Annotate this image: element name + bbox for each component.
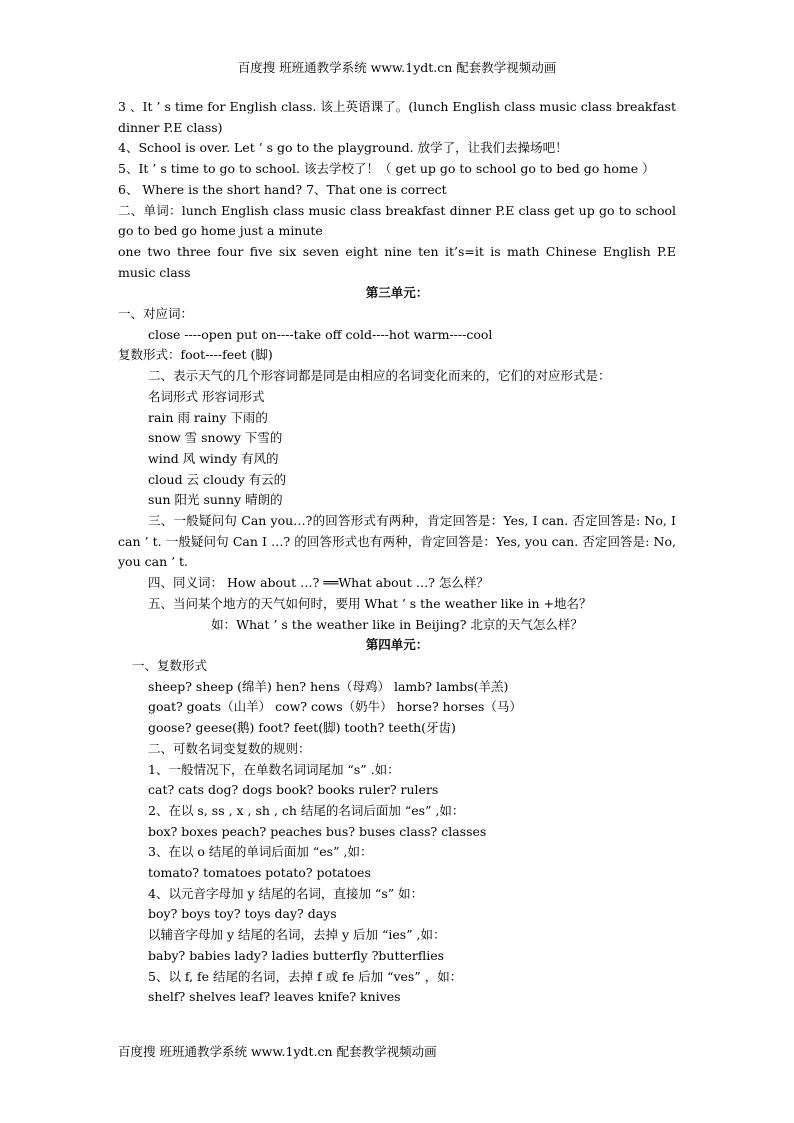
text-line: tomato? tomatoes potato? potatoes xyxy=(148,865,371,881)
text-line: boy? boys toy? toys day? days xyxy=(148,906,337,922)
text-line: close ----open put on----take off cold----hot warm----cool xyxy=(148,326,493,342)
text-line: 4、School is over. Let ’ s go to the playground. 放学了，让我们去操场吧！ xyxy=(118,140,568,156)
text-line: 1、一般情况下，在单数名词词尾加 “s” .如： xyxy=(148,761,400,777)
text-line: baby? babies lady? ladies butterfly ?butterflies xyxy=(148,947,445,963)
text-line: cloud 云 cloudy 有云的 xyxy=(148,471,287,487)
text-line: 二、表示天气的几个形容词都是同是由相应的名词变化而来的，它们的对应形式是： xyxy=(148,368,611,384)
text-line: one two three four five six seven eight nine ten it’s=it is math Chinese English P.E music class xyxy=(118,243,676,280)
text-line: 4、以元音字母加 y 结尾的名词，直接加 “s” 如： xyxy=(148,885,424,901)
text-line: 如：What ’ s the weather like in Beijing? 北京的天气怎么样？ xyxy=(211,616,583,632)
text-line: wind 风 windy 有风的 xyxy=(148,450,279,466)
text-line: 6、 Where is the short hand? 7、That one is correct xyxy=(118,181,447,197)
text-line: 5、以 f, fe 结尾的名词，去掉 f 或 fe 后加 “ves” ，如： xyxy=(148,968,463,984)
text-line: goat? goats（山羊） cow? cows（奶牛） horse? horses（马） xyxy=(148,699,522,715)
text-line: goose? geese(鹅) foot? feet(脚) tooth? teeth(牙齿) xyxy=(148,720,456,736)
document-body xyxy=(118,97,676,1008)
text-line: cat? cats dog? dogs book? books ruler? rulers xyxy=(148,782,439,798)
text-line: rain 雨 rainy 下雨的 xyxy=(148,409,268,425)
text-line: 2、在以 s, ss , x , sh , ch 结尾的名词后面加 “es” ,如： xyxy=(148,802,465,818)
text-line: 3、在以 o 结尾的单词后面加 “es” ,如： xyxy=(148,844,373,860)
text-line: snow 雪 snowy 下雪的 xyxy=(148,430,283,446)
section-heading: 第四单元： xyxy=(365,637,429,653)
text-line: 以辅音字母加 y 结尾的名词，去掉 y 后加 “ies” ,如： xyxy=(148,927,446,943)
text-line: 二、单词：lunch English class music class breakfast dinner P.E class get up go to school go to bed go home just a minute xyxy=(118,202,676,239)
text-line: 一、复数形式 xyxy=(132,657,208,673)
text-line: 3 、It ’ s time for English class. 该上英语课了。(lunch English class music class breakfast dinner P.E class) xyxy=(118,99,676,135)
text-line: 一、对应词： xyxy=(118,306,194,322)
text-line: 复数形式：foot----feet (脚) xyxy=(118,347,273,363)
text-line: shelf? shelves leaf? leaves knife? knives xyxy=(148,989,401,1005)
page-footer: 百度搜 班班通教学系统 www.1ydt.cn 配套教学视频动画 xyxy=(118,1044,437,1059)
text-line: 名词形式 形容词形式 xyxy=(148,388,265,404)
page-header: 百度搜 班班通教学系统 www.1ydt.cn 配套教学视频动画 xyxy=(237,60,557,75)
text-line: box? boxes peach? peaches bus? buses class? classes xyxy=(148,823,487,839)
text-line: sun 阳光 sunny 晴朗的 xyxy=(148,492,283,508)
text-line: 5、It ’ s time to go to school. 该去学校了！（ get up go to school go to bed go home ） xyxy=(118,161,655,177)
text-line: 五、当问某个地方的天气如何时，要用 What ’ s the weather like in +地名？ xyxy=(148,595,592,611)
text-line: 二、可数名词变复数的规则： xyxy=(148,740,311,756)
text-line: sheep? sheep (绵羊) hen? hens（母鸡） lamb? lambs(羊羔) xyxy=(148,678,509,694)
text-line: 三、一般疑问句 Can you…?的回答形式有两种，肯定回答是：Yes, I can. 否定回答是: No, I can ’ t. 一般疑问句 Can I …? 的回答形式也有两种，肯定回答是：Yes, you can. 否定回答是: No, you can ’ t. xyxy=(118,513,676,570)
section-heading: 第三单元： xyxy=(365,285,429,301)
text-line: 四、同义词： How about …? ══What about …? 怎么样？ xyxy=(148,575,489,591)
